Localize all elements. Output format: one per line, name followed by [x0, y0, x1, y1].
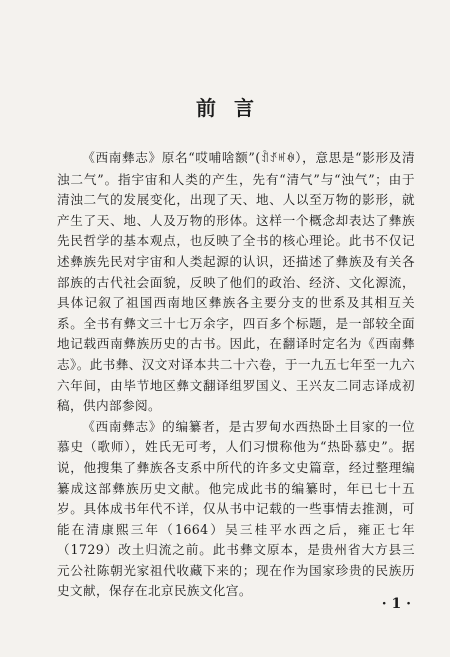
paragraph-1-continued: ），意思是“影形及清浊二气”。指宇宙和人类的产生，先有“清气”与“浊气”；由于清浊二气的发展变化，出现了天、地、人以至万物的影形，就产生了天、地、人及万物的形体。这样一个概念却表达了彝族先民哲学的基本观点，也反映了全书的核心理论。此书不仅记述彝族先民对宇宙和人类起源的认识，还描述了彝族及有关各部族的古代社会面貌，反映了他们的政治、经济、文化源流，具体记叙了祖国西南地区彝族各主要分支的世系及其相互关系。全书有彝文三十七万余字，四百多个标题，是一部较全面地记载西南彝族历史的古书。因此，在翻译时定名为《西南彝志》。此书彝、汉文对译本共二十六卷，于一九五七年至一九六六年间，由毕节地区彝文翻译组罗国义、王兴友二同志译成初稿，供内部参阅。 — [57, 150, 415, 414]
yi-script-mark: ꀉꀋꎭꊿ — [260, 152, 295, 165]
paragraph-2: 《西南彝志》的编纂者，是古罗甸水西热卧土目家的一位慕史（歌师），姓氏无可考，人们习惯称他为“热卧慕史”。据说，他搜集了彝族各支系中所代的许多文史篇章，经过整理编纂成这部彝族历史文献。他完成此书的编纂时，年已七十五岁。具体成书年代不详，仅从书中记载的一些事情去推测，可能在清康熙三年（1664）吴三桂平水西之后，雍正七年（1729）改土归流之前。此书彝文原本，是贵州省大方县三元公社陈朝光家祖代收藏下来的；现在作为国家珍贵的民族历史文献，保存在北京民族文化宫。 — [57, 418, 415, 599]
body-text — [57, 148, 415, 602]
paragraph-1 — [57, 148, 415, 417]
paragraph-1-text: 《西南彝志》原名“哎哺啥额”( — [82, 150, 261, 165]
page-title: 前言 — [196, 96, 272, 120]
page-number: · 1 · — [381, 596, 411, 612]
